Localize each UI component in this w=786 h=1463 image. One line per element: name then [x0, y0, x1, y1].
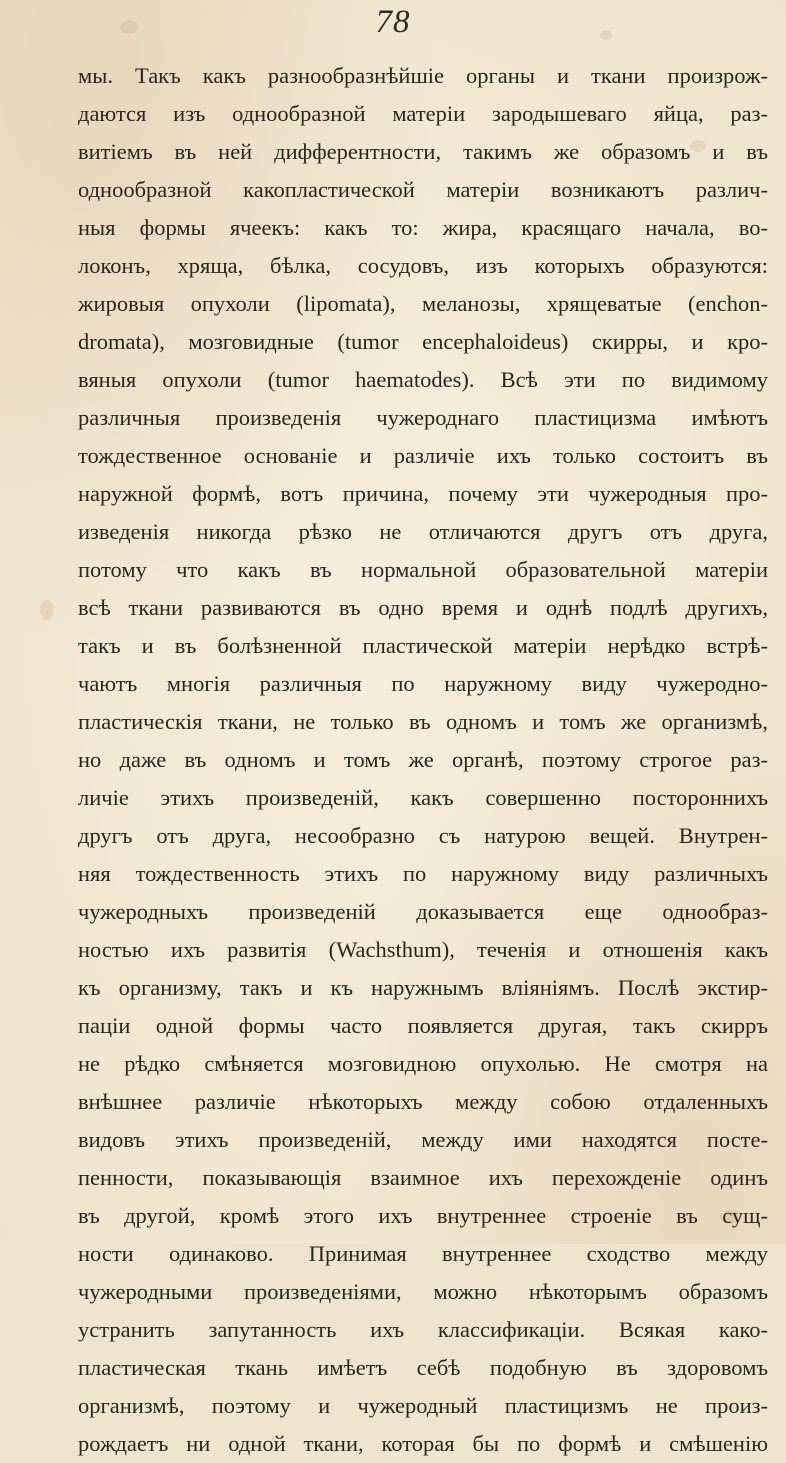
- text-line: въ другой, кромѣ этого ихъ внутреннее строеніе въ сущ-: [78, 1203, 768, 1228]
- text-line: пластическія ткани, не только въ одномъ и томъ же организмѣ,: [78, 709, 768, 734]
- text-line: чужеродными произведеніями, можно нѣкоторымъ образомъ: [78, 1279, 768, 1304]
- text-line: личіе этихъ произведеній, какъ совершенно постороннихъ: [78, 785, 768, 810]
- text-line: чаютъ многія различныя по наружному виду чужеродно-: [78, 671, 768, 696]
- text-line: всѣ ткани развиваются въ одно время и однѣ подлѣ другихъ,: [78, 595, 768, 620]
- text-line: потому что какъ въ нормальной образовательной матеріи: [78, 557, 768, 582]
- text-line: dromata), мозговидные (tumor encephaloideus) скирры, и кро-: [78, 329, 768, 354]
- text-line: пластическая ткань имѣетъ себѣ подобную въ здоровомъ: [78, 1355, 768, 1380]
- text-line: ностью ихъ развитія (Wachsthum), теченія и отношенія какъ: [78, 937, 768, 962]
- text-line: няя тождественность этихъ по наружному виду различныхъ: [78, 861, 768, 886]
- text-line: но даже въ одномъ и томъ же органѣ, поэтому строгое раз-: [78, 747, 768, 772]
- body-text: [78, 57, 768, 1463]
- text-line: ныя формы ячеекъ: какъ то: жира, красящаго начала, во-: [78, 215, 768, 240]
- text-line: чужеродныхъ произведеній доказывается еще однообраз-: [78, 899, 768, 924]
- text-line: ности одинаково. Принимая внутреннее сходство между: [78, 1241, 768, 1266]
- text-line: организмѣ, поэтому и чужеродный пластицизмъ не произ-: [78, 1393, 768, 1418]
- text-line: однообразной какопластической матеріи возникаютъ различ-: [78, 177, 768, 202]
- text-line: локонъ, хряща, бѣлка, сосудовъ, изъ которыхъ образуются:: [78, 253, 768, 278]
- text-line: къ организму, такъ и къ наружнымъ вліяніямъ. Послѣ экстир-: [78, 975, 768, 1000]
- text-line: витіемъ въ ней дифферентности, такимъ же образомъ и въ: [78, 139, 768, 164]
- text-line: такъ и въ болѣзненной пластической матеріи нерѣдко встрѣ-: [78, 633, 768, 658]
- text-line: тождественное основаніе и различіе ихъ только состоитъ въ: [78, 443, 768, 468]
- text-line: различныя произведенія чужероднаго пластицизма имѣютъ: [78, 405, 768, 430]
- text-line: внѣшнее различіе нѣкоторыхъ между собою отдаленныхъ: [78, 1089, 768, 1114]
- text-line: изведенія никогда рѣзко не отличаются другъ отъ друга,: [78, 519, 768, 544]
- text-line: вяныя опухоли (tumor haematodes). Всѣ эти по видимому: [78, 367, 768, 392]
- paper-stain: [40, 600, 54, 620]
- text-line: рождаетъ ни одной ткани, которая бы по формѣ и смѣшенію: [78, 1431, 768, 1456]
- text-line: наружной формѣ, вотъ причина, почему эти чужеродныя про-: [78, 481, 768, 506]
- text-line: паціи одной формы часто появляется другая, такъ скирръ: [78, 1013, 768, 1038]
- text-line: устранить запутанность ихъ классификаціи. Всякая како-: [78, 1317, 768, 1342]
- text-line: пенности, показывающія взаимное ихъ перехожденіе одинъ: [78, 1165, 768, 1190]
- text-line: жировыя опухоли (lipomata), меланозы, хрящеватые (enchon-: [78, 291, 768, 316]
- page-number: 78: [375, 4, 411, 40]
- text-line: видовъ этихъ произведеній, между ими находятся посте-: [78, 1127, 768, 1152]
- text-line: мы. Такъ какъ разнообразнѣйшіе органы и ткани произрож-: [78, 63, 768, 88]
- text-line: даются изъ однообразной матеріи зародышеваго яйца, раз-: [78, 101, 768, 126]
- text-line: другъ отъ друга, несообразно съ натурою вещей. Внутрен-: [78, 823, 768, 848]
- text-line: не рѣдко смѣняется мозговидною опухолью. Не смотря на: [78, 1051, 768, 1076]
